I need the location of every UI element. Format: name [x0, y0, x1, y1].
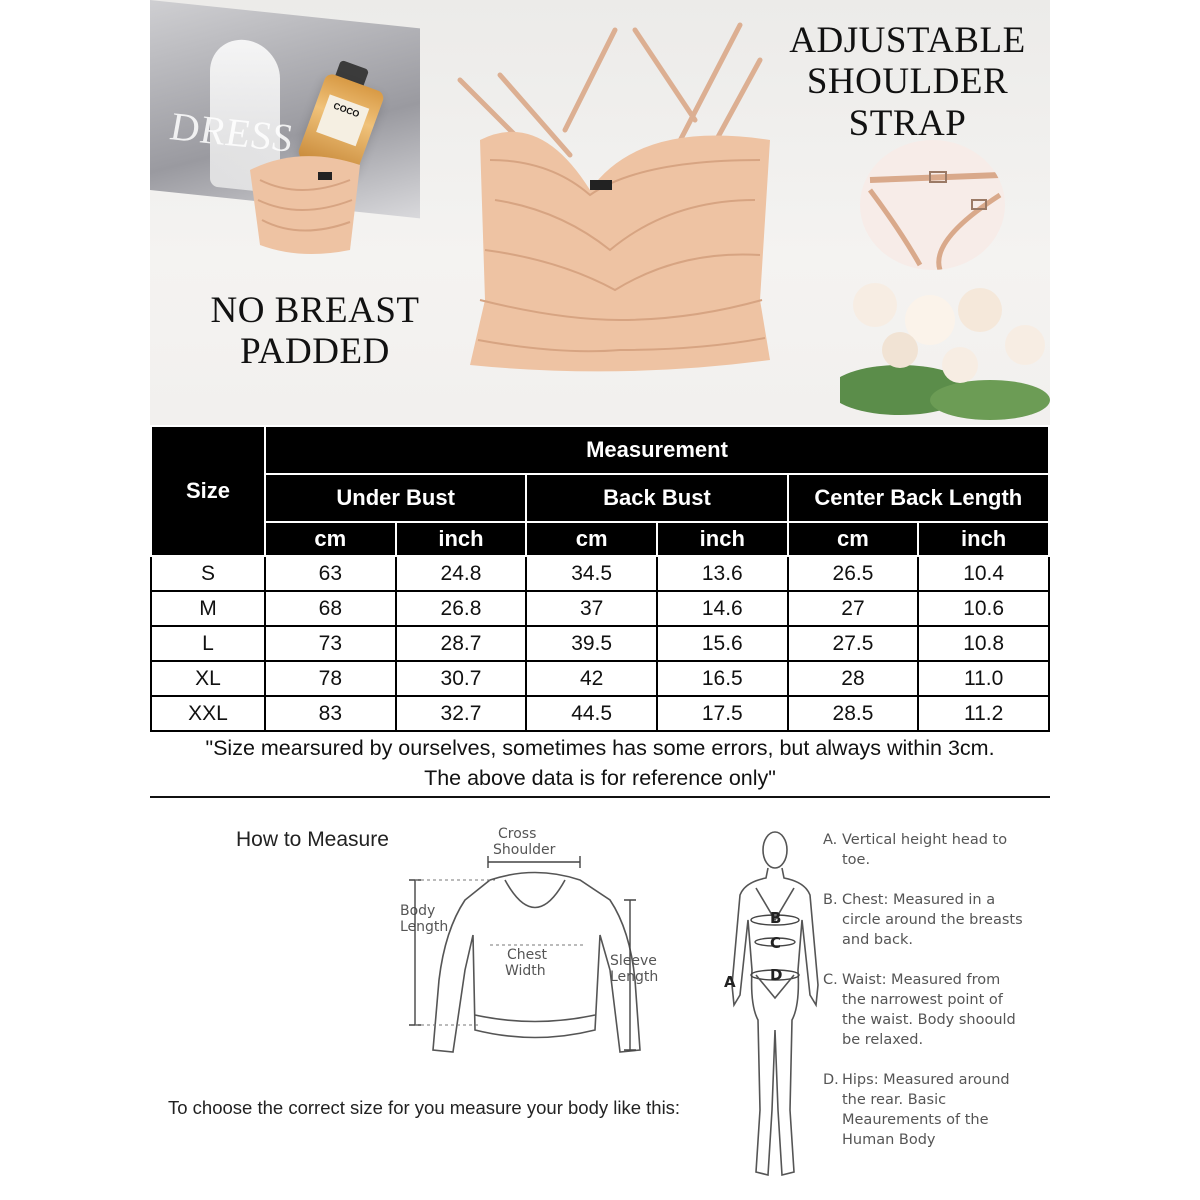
legend-text: Hips: Measured around the rear. Basic Meaurements of the Human Body — [842, 1072, 1010, 1148]
caption-line: SHOULDER — [806, 61, 1009, 103]
value-cell: 34.5 — [526, 556, 657, 591]
table-row — [151, 661, 1049, 696]
value-cell: 26.8 — [396, 591, 527, 626]
cross-shoulder-label: Cross — [498, 826, 537, 842]
legend-text: Vertical height head to toe. — [842, 832, 1008, 868]
sleeve-length-label: Length — [610, 969, 659, 985]
size-chart-table — [150, 425, 1050, 732]
legend-key: D. — [823, 1072, 839, 1088]
legend-key: C. — [823, 972, 838, 988]
caption-line: NO BREAST — [210, 290, 420, 331]
unit-header: cm — [788, 522, 919, 556]
strap-detail-closeup — [860, 140, 1005, 270]
table-row — [151, 591, 1049, 626]
size-cell: XL — [151, 661, 265, 696]
legend-item — [823, 830, 1023, 870]
caption-line: PADDED — [240, 331, 390, 373]
value-cell: 63 — [265, 556, 396, 591]
divider — [150, 796, 1050, 798]
caption-line: ADJUSTABLE — [789, 20, 1026, 61]
value-cell: 78 — [265, 661, 396, 696]
size-column-header: Size — [151, 426, 265, 556]
value-cell: 27 — [788, 591, 919, 626]
legend-item — [823, 890, 1023, 950]
adjustable-strap-caption — [770, 20, 1045, 144]
value-cell: 44.5 — [526, 696, 657, 731]
value-cell: 15.6 — [657, 626, 788, 661]
no-padding-caption — [180, 290, 450, 373]
chest-width-label: Width — [505, 963, 546, 979]
value-cell: 24.8 — [396, 556, 527, 591]
value-cell: 17.5 — [657, 696, 788, 731]
unit-header: inch — [657, 522, 788, 556]
size-cell: S — [151, 556, 265, 591]
unit-header: inch — [918, 522, 1049, 556]
value-cell: 39.5 — [526, 626, 657, 661]
value-cell: 10.8 — [918, 626, 1049, 661]
value-cell: 28.7 — [396, 626, 527, 661]
legend-text: Waist: Measured from the narrowest point of the waist. Body shoould be relaxed. — [842, 972, 1016, 1048]
perfume-label: COCO — [316, 94, 369, 146]
legend-item — [823, 970, 1023, 1050]
how-to-measure-title: How to Measure — [236, 828, 389, 851]
under-bust-header: Under Bust — [265, 474, 526, 522]
body-length-label: Body — [400, 903, 436, 919]
measurement-header: Measurement — [265, 426, 1049, 474]
body-point-b: B — [770, 909, 782, 927]
size-cell: M — [151, 591, 265, 626]
sleeve-length-label: Sleeve — [610, 953, 657, 969]
caption-line: STRAP — [848, 102, 967, 144]
unit-header: cm — [526, 522, 657, 556]
value-cell: 32.7 — [396, 696, 527, 731]
value-cell: 37 — [526, 591, 657, 626]
value-cell: 13.6 — [657, 556, 788, 591]
bralette-side-view — [240, 150, 370, 260]
disclaimer-line: "Size mearsured by ourselves, sometimes has some errors, but always within 3cm. — [205, 736, 995, 760]
measurement-disclaimer — [150, 733, 1050, 793]
body-point-a: A — [724, 973, 736, 991]
bralette-front-view — [440, 20, 800, 380]
value-cell: 27.5 — [788, 626, 919, 661]
disclaimer-line: The above data is for reference only" — [424, 766, 776, 790]
chest-width-label: Chest — [507, 947, 548, 963]
value-cell: 83 — [265, 696, 396, 731]
value-cell: 10.6 — [918, 591, 1049, 626]
value-cell: 11.2 — [918, 696, 1049, 731]
value-cell: 42 — [526, 661, 657, 696]
legend-key: A. — [823, 832, 838, 848]
legend-item — [823, 1070, 1023, 1150]
value-cell: 28.5 — [788, 696, 919, 731]
value-cell: 16.5 — [657, 661, 788, 696]
value-cell: 73 — [265, 626, 396, 661]
value-cell: 10.4 — [918, 556, 1049, 591]
size-cell: XXL — [151, 696, 265, 731]
adjuster-illustration — [860, 140, 1005, 270]
unit-header: inch — [396, 522, 527, 556]
legend-key: B. — [823, 892, 838, 908]
legend-text: Chest: Measured in a circle around the breasts and back. — [842, 892, 1023, 948]
unit-header: cm — [265, 522, 396, 556]
size-cell: L — [151, 626, 265, 661]
flowers-decoration — [840, 280, 1050, 425]
value-cell: 14.6 — [657, 591, 788, 626]
body-point-d: D — [770, 966, 783, 984]
table-row — [151, 556, 1049, 591]
value-cell: 26.5 — [788, 556, 919, 591]
value-cell: 11.0 — [918, 661, 1049, 696]
garment-measure-diagram — [395, 820, 695, 1065]
body-measure-diagram — [720, 820, 830, 1190]
table-row — [151, 696, 1049, 731]
magazine-title: DRESS — [170, 103, 293, 162]
table-row — [151, 626, 1049, 661]
body-length-label: Length — [400, 919, 449, 935]
center-back-length-header: Center Back Length — [788, 474, 1049, 522]
measure-instruction: To choose the correct size for you measure your body like this: — [168, 1097, 681, 1118]
back-bust-header: Back Bust — [526, 474, 787, 522]
value-cell: 28 — [788, 661, 919, 696]
body-point-c: C — [770, 934, 782, 952]
body-measure-legend — [823, 830, 1023, 1170]
value-cell: 30.7 — [396, 661, 527, 696]
cross-shoulder-label: Shoulder — [493, 842, 556, 858]
product-photo — [150, 0, 1050, 425]
value-cell: 68 — [265, 591, 396, 626]
